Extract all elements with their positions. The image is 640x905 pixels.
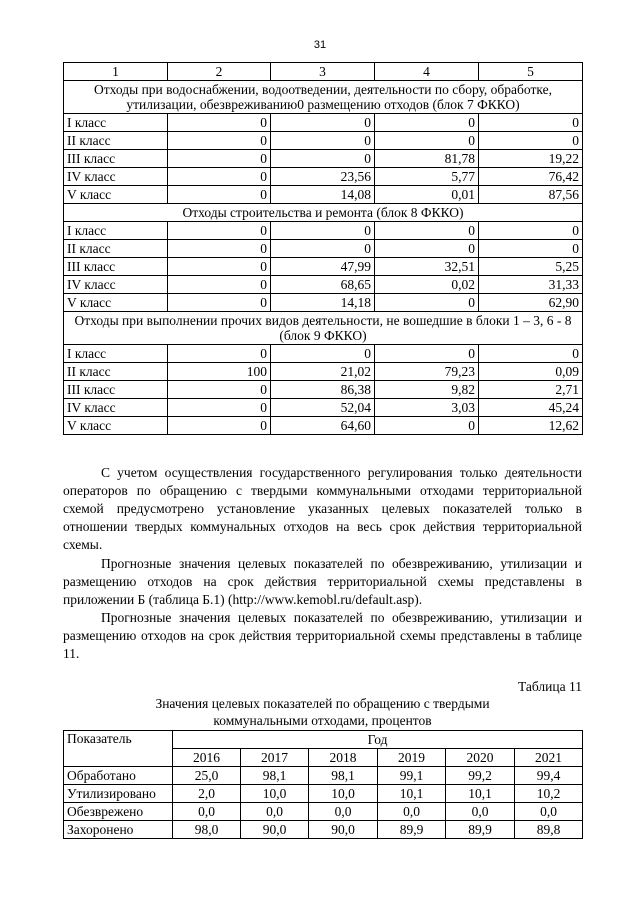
table-row <box>64 132 583 150</box>
year-header: Год <box>173 731 583 749</box>
value-cell: 0 <box>271 345 375 363</box>
value-cell: 52,04 <box>271 399 375 417</box>
year-cell: 2017 <box>241 749 309 767</box>
hazard-class-cell: III класс <box>64 258 168 276</box>
value-cell: 0 <box>479 132 583 150</box>
table-row <box>64 381 583 399</box>
value-cell: 3,03 <box>375 399 479 417</box>
value-cell: 99,2 <box>446 767 515 785</box>
value-cell: 10,0 <box>241 785 309 803</box>
indicator-cell: Обезврежено <box>64 803 173 821</box>
value-cell: 19,22 <box>479 150 583 168</box>
value-cell: 86,38 <box>271 381 375 399</box>
value-cell: 0,09 <box>479 363 583 381</box>
value-cell: 0,0 <box>309 803 378 821</box>
value-cell: 0 <box>479 114 583 132</box>
value-cell: 90,0 <box>241 821 309 839</box>
hazard-class-cell: II класс <box>64 240 168 258</box>
value-cell: 0 <box>375 114 479 132</box>
value-cell: 0,01 <box>375 186 479 204</box>
value-cell: 0 <box>168 276 271 294</box>
header-cell: 3 <box>271 63 375 81</box>
table-row <box>64 803 583 821</box>
year-cell: 2021 <box>515 749 583 767</box>
value-cell: 0,0 <box>515 803 583 821</box>
value-cell: 0 <box>168 132 271 150</box>
value-cell: 0 <box>375 132 479 150</box>
value-cell: 0 <box>168 258 271 276</box>
value-cell: 31,33 <box>479 276 583 294</box>
value-cell: 98,0 <box>173 821 241 839</box>
value-cell: 0 <box>375 294 479 312</box>
value-cell: 89,8 <box>515 821 583 839</box>
hazard-class-cell: V класс <box>64 417 168 435</box>
value-cell: 0 <box>271 150 375 168</box>
table-row <box>64 258 583 276</box>
value-cell: 2,71 <box>479 381 583 399</box>
value-cell: 98,1 <box>309 767 378 785</box>
table-row <box>64 240 583 258</box>
value-cell: 98,1 <box>241 767 309 785</box>
value-cell: 0,0 <box>446 803 515 821</box>
value-cell: 0 <box>168 150 271 168</box>
value-cell: 14,08 <box>271 186 375 204</box>
value-cell: 25,0 <box>173 767 241 785</box>
value-cell: 0 <box>168 240 271 258</box>
block-title: Отходы при выполнении прочих видов деятельности, не вошедшие в блоки 1 – 3, 6 - 8 (блок 9 ФККО) <box>64 312 583 345</box>
table-row <box>64 222 583 240</box>
value-cell: 100 <box>168 363 271 381</box>
value-cell: 0 <box>168 345 271 363</box>
table-row <box>64 417 583 435</box>
table-label: Таблица 11 <box>518 679 582 694</box>
paragraph-forecast-table: Прогнозные значения целевых показателей по обезвреживанию, утилизации и размещению отходов на срок действия территориальной схемы представлены в таблице 11. <box>63 610 582 661</box>
table-row <box>64 114 583 132</box>
table-row <box>64 186 583 204</box>
table-row <box>64 399 583 417</box>
value-cell: 0 <box>375 345 479 363</box>
block-title-row <box>64 81 583 114</box>
value-cell: 10,1 <box>378 785 446 803</box>
value-cell: 5,25 <box>479 258 583 276</box>
value-cell: 10,2 <box>515 785 583 803</box>
value-cell: 2,0 <box>173 785 241 803</box>
year-cell: 2016 <box>173 749 241 767</box>
value-cell: 0 <box>375 222 479 240</box>
value-cell: 90,0 <box>309 821 378 839</box>
block-title: Отходы при водоснабжении, водоотведении, деятельности по сбору, обработке, утилизации, обезвреживанию0 размещению отходов (блок 7 ФККО) <box>64 81 583 114</box>
hazard-class-cell: I класс <box>64 114 168 132</box>
target-indicators-table <box>63 730 583 839</box>
table-title-line: Значения целевых показателей по обращению с твердыми <box>155 696 490 711</box>
indicator-cell: Утилизировано <box>64 785 173 803</box>
value-cell: 23,56 <box>271 168 375 186</box>
page-number: 31 <box>313 39 327 51</box>
value-cell: 0 <box>168 168 271 186</box>
table-row <box>64 821 583 839</box>
year-cell: 2019 <box>378 749 446 767</box>
value-cell: 10,1 <box>446 785 515 803</box>
block-title: Отходы строительства и ремонта (блок 8 ФККО) <box>64 204 583 222</box>
value-cell: 0,0 <box>241 803 309 821</box>
value-cell: 0 <box>168 186 271 204</box>
table-row <box>64 363 583 381</box>
header-cell: 1 <box>64 63 168 81</box>
value-cell: 0 <box>168 399 271 417</box>
table-row <box>64 168 583 186</box>
table-row <box>64 294 583 312</box>
hazard-class-cell: III класс <box>64 150 168 168</box>
value-cell: 9,82 <box>375 381 479 399</box>
hazard-class-cell: IV класс <box>64 399 168 417</box>
header-cell: 2 <box>168 63 271 81</box>
year-cell: 2018 <box>309 749 378 767</box>
value-cell: 0 <box>168 381 271 399</box>
block-title-row <box>64 204 583 222</box>
hazard-class-cell: I класс <box>64 345 168 363</box>
value-cell: 0 <box>271 222 375 240</box>
value-cell: 0 <box>479 345 583 363</box>
paragraph-regulation: С учетом осуществления государственного регулирования только деятельности операторов по обращению с твердыми коммунальными отходами территориальной схемой предусмотрено установление указанных целевых показателей только в отношении твердых коммунальных отходов на весь срок действия территориальной схемы. <box>63 465 582 552</box>
value-cell: 5,77 <box>375 168 479 186</box>
value-cell: 99,1 <box>378 767 446 785</box>
hazard-class-cell: I класс <box>64 222 168 240</box>
value-cell: 0 <box>479 240 583 258</box>
value-cell: 79,23 <box>375 363 479 381</box>
value-cell: 0 <box>168 222 271 240</box>
indicator-cell: Обработано <box>64 767 173 785</box>
value-cell: 14,18 <box>271 294 375 312</box>
paragraph-forecast-appendix: Прогнозные значения целевых показателей по обезвреживанию, утилизации и размещению отходов на срок действия территориальной схемы представлены в приложении Б (таблица Б.1) (http://www.kemobl.ru/default.asp). <box>63 556 582 607</box>
value-cell: 0 <box>168 294 271 312</box>
value-cell: 0 <box>271 114 375 132</box>
table-row <box>64 276 583 294</box>
value-cell: 81,78 <box>375 150 479 168</box>
table-header-row <box>64 731 583 749</box>
value-cell: 12,62 <box>479 417 583 435</box>
header-cell: 4 <box>375 63 479 81</box>
hazard-class-cell: III класс <box>64 381 168 399</box>
waste-classes-table <box>63 62 583 435</box>
value-cell: 0,02 <box>375 276 479 294</box>
value-cell: 0 <box>375 417 479 435</box>
value-cell: 87,56 <box>479 186 583 204</box>
value-cell: 89,9 <box>446 821 515 839</box>
hazard-class-cell: II класс <box>64 132 168 150</box>
value-cell: 0 <box>168 417 271 435</box>
value-cell: 0,0 <box>173 803 241 821</box>
value-cell: 47,99 <box>271 258 375 276</box>
value-cell: 0,0 <box>378 803 446 821</box>
header-cell: 5 <box>479 63 583 81</box>
value-cell: 0 <box>271 132 375 150</box>
value-cell: 64,60 <box>271 417 375 435</box>
year-cell: 2020 <box>446 749 515 767</box>
value-cell: 32,51 <box>375 258 479 276</box>
value-cell: 21,02 <box>271 363 375 381</box>
hazard-class-cell: V класс <box>64 186 168 204</box>
table-row <box>64 150 583 168</box>
value-cell: 45,24 <box>479 399 583 417</box>
table-row <box>64 345 583 363</box>
indicator-header: Показатель <box>64 731 173 767</box>
hazard-class-cell: IV класс <box>64 276 168 294</box>
table-header-row <box>64 63 583 81</box>
table-row <box>64 767 583 785</box>
value-cell: 76,42 <box>479 168 583 186</box>
value-cell: 10,0 <box>309 785 378 803</box>
table-row <box>64 785 583 803</box>
table-title <box>63 695 582 729</box>
value-cell: 62,90 <box>479 294 583 312</box>
hazard-class-cell: II класс <box>64 363 168 381</box>
value-cell: 0 <box>375 240 479 258</box>
value-cell: 0 <box>479 222 583 240</box>
value-cell: 0 <box>271 240 375 258</box>
value-cell: 89,9 <box>378 821 446 839</box>
value-cell: 68,65 <box>271 276 375 294</box>
table-title-line: коммунальными отходами, процентов <box>213 713 432 728</box>
hazard-class-cell: IV класс <box>64 168 168 186</box>
hazard-class-cell: V класс <box>64 294 168 312</box>
value-cell: 99,4 <box>515 767 583 785</box>
value-cell: 0 <box>168 114 271 132</box>
block-title-row <box>64 312 583 345</box>
indicator-cell: Захоронено <box>64 821 173 839</box>
